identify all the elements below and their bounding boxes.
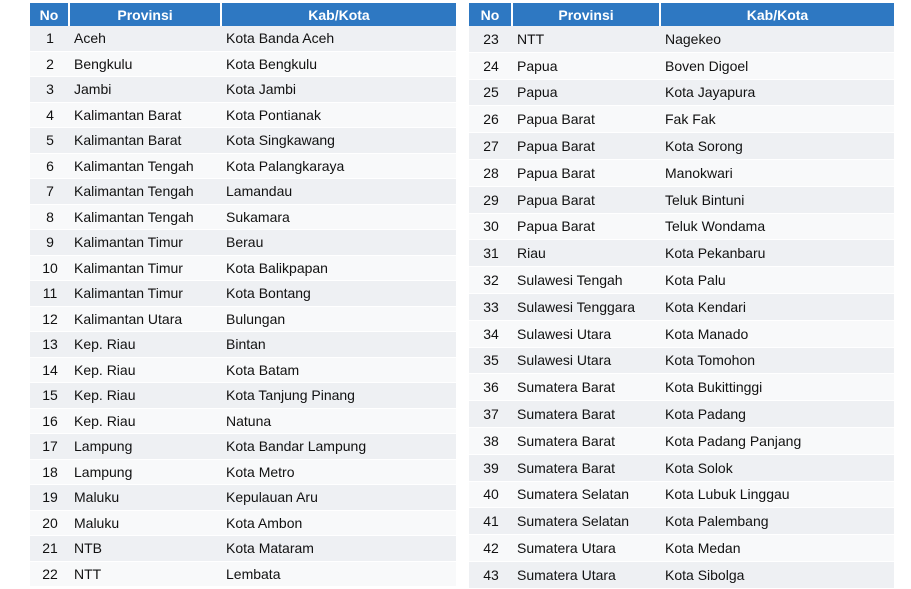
region-table-left bbox=[30, 3, 456, 587]
row-number: 30 bbox=[469, 214, 513, 241]
table-row bbox=[469, 482, 894, 509]
city-cell: Natuna bbox=[222, 409, 456, 435]
province-cell: Sumatera Selatan bbox=[513, 508, 661, 535]
city-cell: Kota Mataram bbox=[222, 536, 456, 562]
city-cell: Berau bbox=[222, 230, 456, 256]
table-row bbox=[469, 53, 894, 80]
row-number: 9 bbox=[30, 230, 70, 256]
city-cell: Kota Palu bbox=[661, 267, 894, 294]
table-row bbox=[30, 562, 456, 588]
table-row bbox=[30, 511, 456, 537]
province-cell: Sumatera Utara bbox=[513, 562, 661, 589]
row-number: 33 bbox=[469, 294, 513, 321]
city-cell: Kota Bontang bbox=[222, 281, 456, 307]
table-row bbox=[469, 401, 894, 428]
city-cell: Kota Kendari bbox=[661, 294, 894, 321]
province-cell: Sumatera Selatan bbox=[513, 482, 661, 509]
province-cell: NTT bbox=[513, 26, 661, 53]
city-cell: Kota Ambon bbox=[222, 511, 456, 537]
province-cell: Sulawesi Utara bbox=[513, 321, 661, 348]
city-cell: Kota Manado bbox=[661, 321, 894, 348]
table-row bbox=[30, 128, 456, 154]
row-number: 19 bbox=[30, 485, 70, 511]
table-row bbox=[30, 307, 456, 333]
province-cell: Maluku bbox=[70, 511, 222, 537]
table-row bbox=[30, 536, 456, 562]
table-row bbox=[469, 535, 894, 562]
table-row bbox=[469, 187, 894, 214]
province-cell: Kalimantan Timur bbox=[70, 256, 222, 282]
city-cell: Kota Sibolga bbox=[661, 562, 894, 589]
province-cell: NTB bbox=[70, 536, 222, 562]
city-cell: Kota Singkawang bbox=[222, 128, 456, 154]
row-number: 36 bbox=[469, 374, 513, 401]
city-cell: Kota Lubuk Linggau bbox=[661, 482, 894, 509]
row-number: 21 bbox=[30, 536, 70, 562]
province-cell: Lampung bbox=[70, 434, 222, 460]
city-cell: Manokwari bbox=[661, 160, 894, 187]
city-cell: Kota Padang Panjang bbox=[661, 428, 894, 455]
city-cell: Kota Tanjung Pinang bbox=[222, 383, 456, 409]
table-row bbox=[30, 409, 456, 435]
province-cell: Papua Barat bbox=[513, 133, 661, 160]
city-cell: Boven Digoel bbox=[661, 53, 894, 80]
table-row bbox=[30, 434, 456, 460]
city-cell: Kota Bandar Lampung bbox=[222, 434, 456, 460]
province-cell: Kalimantan Barat bbox=[70, 128, 222, 154]
city-cell: Kota Pontianak bbox=[222, 103, 456, 129]
row-number: 39 bbox=[469, 455, 513, 482]
province-cell: Kep. Riau bbox=[70, 383, 222, 409]
province-cell: Sumatera Barat bbox=[513, 455, 661, 482]
city-cell: Sukamara bbox=[222, 205, 456, 231]
province-cell: Jambi bbox=[70, 77, 222, 103]
table-body-left bbox=[30, 26, 456, 587]
province-cell: Sumatera Utara bbox=[513, 535, 661, 562]
row-number: 28 bbox=[469, 160, 513, 187]
province-cell: Sulawesi Tengah bbox=[513, 267, 661, 294]
table-row bbox=[469, 160, 894, 187]
table-row bbox=[469, 106, 894, 133]
header-no: No bbox=[469, 3, 513, 26]
row-number: 2 bbox=[30, 52, 70, 78]
city-cell: Kota Sorong bbox=[661, 133, 894, 160]
table-row bbox=[469, 80, 894, 107]
row-number: 7 bbox=[30, 179, 70, 205]
city-cell: Kota Padang bbox=[661, 401, 894, 428]
province-cell: Sumatera Barat bbox=[513, 401, 661, 428]
province-cell: Kalimantan Tengah bbox=[70, 205, 222, 231]
row-number: 23 bbox=[469, 26, 513, 53]
province-cell: Maluku bbox=[70, 485, 222, 511]
row-number: 8 bbox=[30, 205, 70, 231]
province-cell: Papua Barat bbox=[513, 187, 661, 214]
table-row bbox=[469, 294, 894, 321]
city-cell: Teluk Wondama bbox=[661, 214, 894, 241]
city-cell: Kota Metro bbox=[222, 460, 456, 486]
province-cell: Kalimantan Utara bbox=[70, 307, 222, 333]
city-cell: Kota Palembang bbox=[661, 508, 894, 535]
row-number: 14 bbox=[30, 358, 70, 384]
province-cell: Sumatera Barat bbox=[513, 374, 661, 401]
city-cell: Kota Batam bbox=[222, 358, 456, 384]
city-cell: Kota Bukittinggi bbox=[661, 374, 894, 401]
table-body-right bbox=[469, 26, 894, 589]
table-row bbox=[30, 52, 456, 78]
province-cell: Kalimantan Timur bbox=[70, 281, 222, 307]
table-row bbox=[469, 374, 894, 401]
table-row bbox=[30, 460, 456, 486]
table-row bbox=[469, 26, 894, 53]
row-number: 22 bbox=[30, 562, 70, 588]
province-cell: Papua Barat bbox=[513, 214, 661, 241]
table-row bbox=[30, 205, 456, 231]
table-row bbox=[30, 26, 456, 52]
province-cell: Kep. Riau bbox=[70, 332, 222, 358]
city-cell: Kota Bengkulu bbox=[222, 52, 456, 78]
row-number: 25 bbox=[469, 80, 513, 107]
header-no: No bbox=[30, 3, 70, 26]
row-number: 20 bbox=[30, 511, 70, 537]
row-number: 35 bbox=[469, 348, 513, 375]
row-number: 26 bbox=[469, 106, 513, 133]
row-number: 15 bbox=[30, 383, 70, 409]
header-provinsi: Provinsi bbox=[513, 3, 661, 26]
city-cell: Lamandau bbox=[222, 179, 456, 205]
city-cell: Kota Balikpapan bbox=[222, 256, 456, 282]
table-row bbox=[30, 179, 456, 205]
table-row bbox=[30, 77, 456, 103]
row-number: 5 bbox=[30, 128, 70, 154]
table-row bbox=[469, 562, 894, 589]
province-cell: Kalimantan Timur bbox=[70, 230, 222, 256]
city-cell: Kota Jambi bbox=[222, 77, 456, 103]
province-cell: Kalimantan Tengah bbox=[70, 154, 222, 180]
row-number: 37 bbox=[469, 401, 513, 428]
row-number: 6 bbox=[30, 154, 70, 180]
city-cell: Nagekeo bbox=[661, 26, 894, 53]
table-row bbox=[30, 332, 456, 358]
table-row bbox=[469, 455, 894, 482]
city-cell: Kota Solok bbox=[661, 455, 894, 482]
province-cell: Kalimantan Barat bbox=[70, 103, 222, 129]
table-row bbox=[30, 358, 456, 384]
city-cell: Kota Medan bbox=[661, 535, 894, 562]
header-provinsi: Provinsi bbox=[70, 3, 222, 26]
table-row bbox=[30, 154, 456, 180]
row-number: 18 bbox=[30, 460, 70, 486]
province-cell: Papua bbox=[513, 80, 661, 107]
row-number: 42 bbox=[469, 535, 513, 562]
table-row bbox=[469, 214, 894, 241]
table-row bbox=[30, 230, 456, 256]
province-cell: Papua bbox=[513, 53, 661, 80]
city-cell: Kota Palangkaraya bbox=[222, 154, 456, 180]
province-cell: Lampung bbox=[70, 460, 222, 486]
row-number: 1 bbox=[30, 26, 70, 52]
province-cell: Sulawesi Tenggara bbox=[513, 294, 661, 321]
row-number: 13 bbox=[30, 332, 70, 358]
table-row bbox=[469, 321, 894, 348]
row-number: 27 bbox=[469, 133, 513, 160]
table-header-row bbox=[30, 3, 456, 26]
province-cell: Papua Barat bbox=[513, 160, 661, 187]
table-row bbox=[30, 383, 456, 409]
row-number: 32 bbox=[469, 267, 513, 294]
city-cell: Kota Banda Aceh bbox=[222, 26, 456, 52]
row-number: 38 bbox=[469, 428, 513, 455]
table-row bbox=[469, 348, 894, 375]
city-cell: Bintan bbox=[222, 332, 456, 358]
table-row bbox=[469, 428, 894, 455]
province-cell: Aceh bbox=[70, 26, 222, 52]
row-number: 43 bbox=[469, 562, 513, 589]
province-cell: Sulawesi Utara bbox=[513, 348, 661, 375]
row-number: 11 bbox=[30, 281, 70, 307]
table-row bbox=[469, 267, 894, 294]
city-cell: Kota Pekanbaru bbox=[661, 240, 894, 267]
row-number: 3 bbox=[30, 77, 70, 103]
city-cell: Teluk Bintuni bbox=[661, 187, 894, 214]
province-cell: Kep. Riau bbox=[70, 358, 222, 384]
province-cell: Kep. Riau bbox=[70, 409, 222, 435]
table-row bbox=[30, 256, 456, 282]
row-number: 40 bbox=[469, 482, 513, 509]
row-number: 31 bbox=[469, 240, 513, 267]
province-cell: Sumatera Barat bbox=[513, 428, 661, 455]
city-cell: Bulungan bbox=[222, 307, 456, 333]
table-row bbox=[469, 133, 894, 160]
table-row bbox=[469, 240, 894, 267]
region-table-right bbox=[469, 3, 894, 589]
table-row bbox=[30, 103, 456, 129]
header-kabkota: Kab/Kota bbox=[222, 3, 456, 26]
row-number: 34 bbox=[469, 321, 513, 348]
province-cell: Kalimantan Tengah bbox=[70, 179, 222, 205]
province-cell: NTT bbox=[70, 562, 222, 588]
city-cell: Kepulauan Aru bbox=[222, 485, 456, 511]
province-cell: Papua Barat bbox=[513, 106, 661, 133]
row-number: 4 bbox=[30, 103, 70, 129]
city-cell: Fak Fak bbox=[661, 106, 894, 133]
row-number: 12 bbox=[30, 307, 70, 333]
row-number: 17 bbox=[30, 434, 70, 460]
row-number: 24 bbox=[469, 53, 513, 80]
row-number: 10 bbox=[30, 256, 70, 282]
province-cell: Riau bbox=[513, 240, 661, 267]
row-number: 29 bbox=[469, 187, 513, 214]
row-number: 41 bbox=[469, 508, 513, 535]
table-row bbox=[469, 508, 894, 535]
header-kabkota: Kab/Kota bbox=[661, 3, 894, 26]
city-cell: Kota Tomohon bbox=[661, 348, 894, 375]
province-cell: Bengkulu bbox=[70, 52, 222, 78]
table-row bbox=[30, 281, 456, 307]
row-number: 16 bbox=[30, 409, 70, 435]
city-cell: Lembata bbox=[222, 562, 456, 588]
table-header-row bbox=[469, 3, 894, 26]
city-cell: Kota Jayapura bbox=[661, 80, 894, 107]
table-row bbox=[30, 485, 456, 511]
